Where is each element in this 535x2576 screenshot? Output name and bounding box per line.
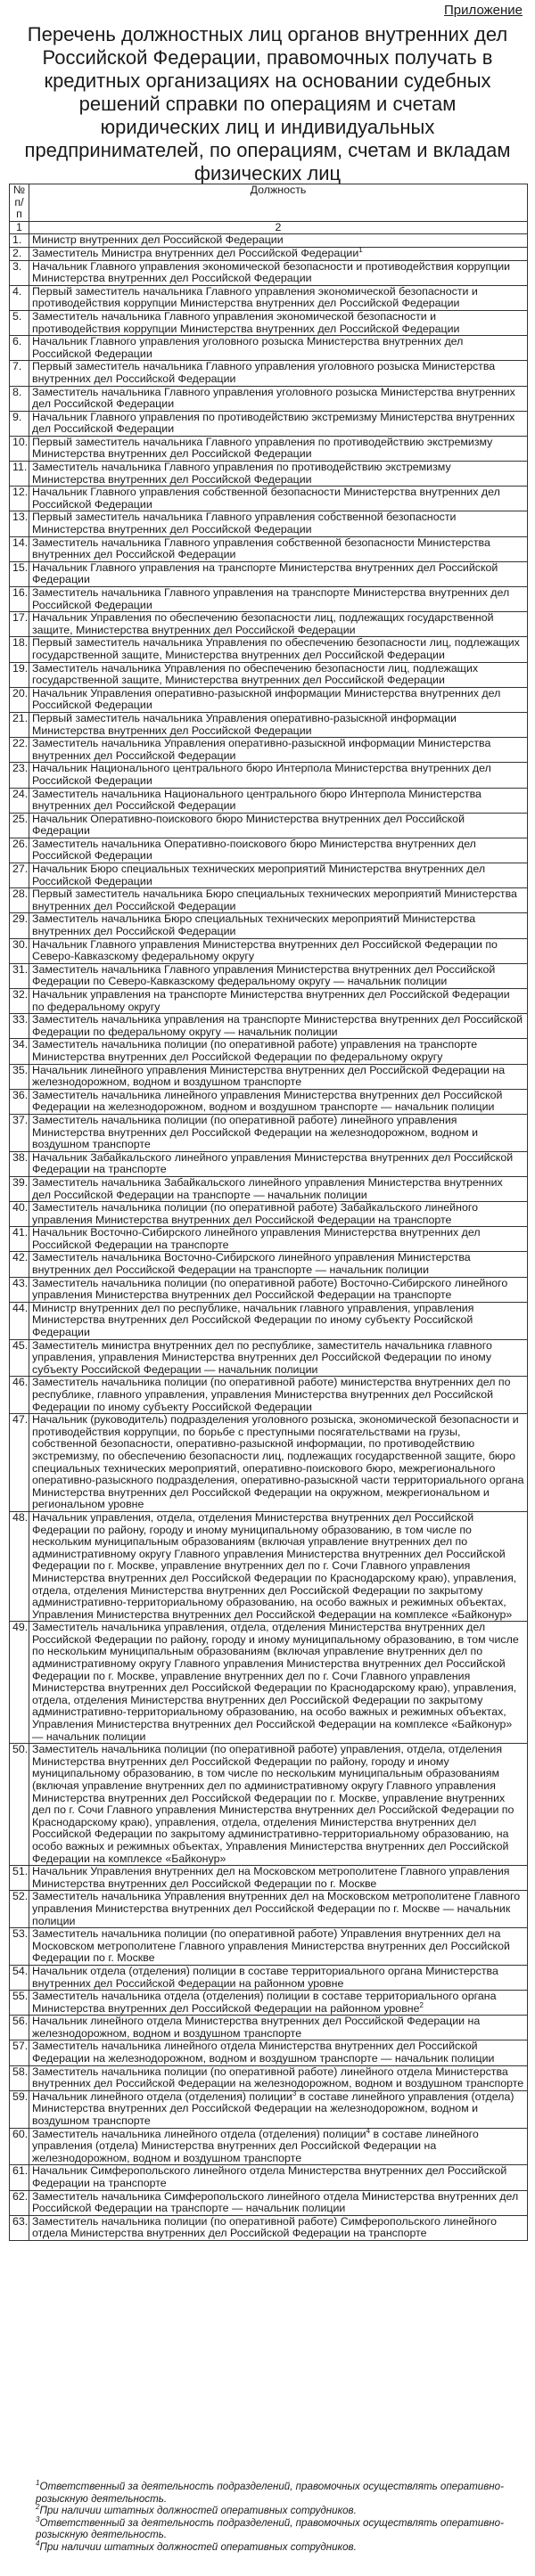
table-row [10,813,528,838]
row-position [29,462,528,487]
position-text: Заместитель начальника линейного отдела (отделения) полиции [32,2127,366,2140]
row-position [29,1991,528,2016]
position-text: Начальник линейного управления Министерства внутренних дел Российской Федерации на железнодорожном, водном и воздушном транспорте [32,1063,506,1089]
position-text: Заместитель начальника Главного управления экономической безопасности и противодействия коррупции Министерства внутренних дел Российской Федерации [32,309,460,335]
table-row [10,712,528,737]
document-title: Перечень должностных лиц органов внутренних дел Российской Федерации, правомочных получать в кредитных организациях на основании судебных решений справки по операциям и счетам юридических лиц и индивидуальных предпринимателей, по операциям, счетам и вкладам физических лиц [24,23,511,184]
row-position [29,386,528,411]
position-text: Министр внутренних дел Российской Федерации [32,233,284,247]
row-position [29,285,528,310]
table-row [10,1277,528,1302]
position-text: Заместитель начальника полиции (по оперативной работе) линейного управления Министерства внутренних дел Российской Федерации на железнодорожном, водном и воздушном транспорте [32,1113,479,1151]
table-body [10,234,528,2241]
footnote-mark: 1 [36,2479,40,2488]
position-text: Заместитель начальника Бюро специальных технических мероприятий Министерства внутренних дел Российской Федерации [32,912,476,938]
row-position [29,310,528,335]
row-position [29,1151,528,1176]
row-number: 40. [10,1202,29,1227]
position-text: Начальник Главного управления уголовного розыска Министерства внутренних дел Российской Федерации [32,335,464,360]
footnote [36,2481,508,2505]
footnote [36,2505,508,2517]
row-number: 33. [10,1014,29,1039]
row-number: 25. [10,813,29,838]
position-text: Министр внутренних дел по республике, начальник главного управления, управления Министерства внутренних дел Российской Федерации по иному субъекту Российской Федерации [32,1301,474,1339]
column-index-1: 1 [10,221,29,234]
row-position [29,436,528,461]
table-row [10,1227,528,1252]
position-text: Заместитель начальника Главного управления собственной безопасности Министерства внутренних дел Российской Федерации [32,536,490,561]
table-row [10,963,528,988]
row-position [29,989,528,1014]
row-position [29,1202,528,1227]
row-number: 36. [10,1089,29,1114]
row-position [29,1891,528,1928]
table-row [10,536,528,561]
table-row [10,1089,528,1114]
position-text: Заместитель начальника полиции (по оперативной работе) Восточно-Сибирского линейного управления Министерства внутренних дел Российской Федерации на транспорте [32,1276,508,1302]
row-position [29,1377,528,1414]
header-number: № п/п [10,184,29,222]
table-row [10,637,528,662]
table-row [10,561,528,586]
row-number: 21. [10,712,29,737]
footnote-mark: 2 [36,2503,40,2512]
table-row [10,462,528,487]
row-position [29,788,528,813]
row-number: 53. [10,1928,29,1966]
row-position [29,1252,528,1277]
row-position [29,1227,528,1252]
position-text: Заместитель начальника Главного управления Министерства внутренних дел Российской Федерации по Северо-Кавказскому федеральному округу — начальник полиции [32,962,496,988]
row-number: 2. [10,247,29,260]
table-row [10,1014,528,1039]
row-position [29,813,528,838]
table-row [10,1414,528,1512]
row-position [29,888,528,913]
row-position [29,536,528,561]
row-number: 26. [10,838,29,863]
row-position [29,687,528,712]
row-number: 44. [10,1302,29,1339]
table-row [10,2165,528,2190]
table-row [10,989,528,1014]
row-position [29,1928,528,1966]
table-row [10,1114,528,1151]
table-row [10,1151,528,1176]
footnote-text: Ответственный за деятельность подразделений, правомочных осуществлять оперативно-розыскную деятельность. [36,2481,504,2505]
footnote-marker: 3 [292,2089,297,2098]
table-row [10,247,528,260]
row-number: 24. [10,788,29,813]
table-row [10,913,528,938]
table-row [10,1339,528,1377]
table-row [10,1377,528,1414]
row-position [29,1064,528,1089]
table-row [10,1511,528,1621]
position-text-continued: в составе линейного управления (отдела) Министерства внутренних дел Российской Федерации на железнодорожном, водном и воздушном транспорте [32,2127,479,2164]
row-position [29,2040,528,2065]
table-row [10,1176,528,1201]
footnotes [36,2481,508,2554]
position-text: Первый заместитель начальника Бюро специальных технических мероприятий Министерства внутренних дел Российской Федерации [32,887,517,912]
position-text: Заместитель начальника Управления оперативно-разыскной информации Министерства внутренних дел Российской Федерации [32,737,491,762]
row-number: 1. [10,234,29,248]
appendix-label: Приложение [444,3,523,18]
row-number: 19. [10,662,29,687]
position-text: Первый заместитель начальника Главного управления уголовного розыска Министерства внутренних дел Российской Федерации [32,360,496,385]
position-text: Начальник Главного управления по противодействию экстремизму Министерства внутренних дел Российской Федерации [32,410,515,436]
row-position [29,260,528,285]
position-text: Первый заместитель начальника Главного управления собственной безопасности Министерства внутренних дел Российской Федерации [32,511,457,536]
row-number: 43. [10,1277,29,1302]
position-text: Первый заместитель начальника Управления оперативно-разыскной информации Министерства внутренних дел Российской Федерации [32,711,457,737]
table-row [10,2016,528,2040]
row-number: 30. [10,938,29,963]
row-number: 49. [10,1622,29,1744]
row-position [29,763,528,788]
table-row [10,1039,528,1064]
table-row [10,386,528,411]
footnote-marker: 2 [419,2000,424,2009]
position-text-continued: в составе линейного управления (отдела) Министерства внутренних дел Российской Федерации на железнодорожном, водном и воздушном транспорте [32,2089,514,2128]
row-position [29,612,528,637]
table-row [10,2190,528,2215]
row-number: 47. [10,1414,29,1512]
row-number: 29. [10,913,29,938]
row-number: 54. [10,1965,29,1990]
row-number: 17. [10,612,29,637]
row-number: 50. [10,1744,29,1866]
position-text: Заместитель начальника Главного управления уголовного розыска Министерства внутренних дел Российской Федерации [32,385,515,411]
position-text: Первый заместитель начальника Главного управления по противодействию экстремизму Министерства внутренних дел Российской Федерации [32,435,493,461]
table-row [10,2065,528,2090]
table-row [10,838,528,863]
row-position [29,411,528,436]
table-row [10,1928,528,1966]
position-text: Начальник управления, отдела, отделения Министерства внутренних дел Российской Федерации по району, городу и иному муниципальному образованию, в том числе по нескольким муниципальным образованиям (включая управление внутренних дел по административному округу Главного управления Министерства внутренних дел Российской Федерации по г. Москве, управление внутренних дел по г. Сочи Главного управления Министерства внутренних дел Российской Федерации по Краснодарскому краю), управления, отдела, отделения Министерства внутренних дел Российской Федерации по закрытому административно-территориальному образованию, на особо важных и режимных объектах, Управления Министерства внутренних дел Российской Федерации на комплексе «Байконур» [32,1510,517,1621]
row-number: 14. [10,536,29,561]
row-number: 27. [10,863,29,888]
row-position [29,336,528,361]
row-position [29,1176,528,1201]
row-number: 6. [10,336,29,361]
positions-table [9,184,528,2241]
row-number: 57. [10,2040,29,2065]
position-text: Заместитель начальника линейного отдела Министерства внутренних дел Российской Федерации на железнодорожном, водном и воздушном транспорте — начальник полиции [32,2040,495,2065]
position-text: Заместитель начальника Симферопольского линейного отдела Министерства внутренних дел Российской Федерации на транспорте — начальник полиции [32,2189,519,2215]
table-row [10,487,528,511]
position-text: Заместитель начальника Управления внутренних дел на Московском метрополитене Главного управления Министерства внутренних дел Российской Федерации по г. Москве — начальник полиции [32,1890,521,1927]
row-position [29,2128,528,2165]
position-text: Начальник Забайкальского линейного управления Министерства внутренних дел Российской Федерации на транспорте [32,1150,514,1176]
row-position [29,587,528,612]
position-text: Заместитель начальника полиции (по оперативной работе) управления, отдела, отделения Министерства внутренних дел Российской Федерации по району, городу и иному муниципальному образованию, в том числе по нескольким муниципальным образованиям (включая управление внутренних дел по административному округу Главного управления Министерства внутренних дел Российской Федерации по г. Москве, управление внутренних дел по г. Сочи Главного управления Министерства внутренних дел Российской Федерации по Краснодарскому краю), управления, отдела, отделения Министерства внутренних дел Российской Федерации по закрытому административно-территориальному образованию, на особо важных и режимных объектах, Управления Министерства внутренних дел Российской Федерации на комплексе «Байконур» [32,1743,514,1865]
row-number: 62. [10,2190,29,2215]
footnote-text: При наличии штатных должностей оперативных сотрудников. [39,2505,357,2517]
table-row [10,587,528,612]
row-number: 39. [10,1176,29,1201]
position-text: Заместитель начальника полиции (по оперативной работе) министерства внутренних дел по республике, главного управления, управления Министерства внутренних дел Российской Федерации по иному субъекту Российской Федерации [32,1376,511,1413]
row-number: 42. [10,1252,29,1277]
row-position [29,2016,528,2040]
table-row [10,2215,528,2240]
table-row [10,234,528,248]
row-number: 41. [10,1227,29,1252]
position-text: Начальник (руководитель) подразделения уголовного розыска, экономической безопасности и противодействия коррупции, по борьбе с преступными посягательствами на грузы, собственной безопасности, оперативно-разыскной информации, по противодействию экстремизму, по обеспечению безопасности лиц, подлежащих государственной защите, бюро специальных технических мероприятий, оперативно-поискового бюро, межрегионального оперативно-разыскного подразделения, оперативно-разыскной части территориального органа Министерства внутренних дел Российской Федерации на окружном, межрегиональном и региональном уровне [32,1413,524,1511]
position-text: Начальник Оперативно-поискового бюро Министерства внутренних дел Российской Федерации [32,812,465,838]
table-row [10,1891,528,1928]
footnote-mark: 4 [36,2539,40,2548]
row-number: 16. [10,587,29,612]
table-row [10,738,528,763]
position-text: Заместитель начальника полиции (по оперативной работе) управления на транспорте Министерства внутренних дел Российской Федерации по федеральному округу [32,1038,478,1063]
row-position [29,1014,528,1039]
table-row [10,411,528,436]
row-position [29,2215,528,2240]
position-text: Начальник линейного отдела (отделения) полиции [32,2089,292,2103]
row-position [29,1622,528,1744]
row-position [29,1339,528,1377]
table-row [10,662,528,687]
row-number: 20. [10,687,29,712]
row-position [29,1414,528,1512]
row-number: 51. [10,1866,29,1891]
table-row [10,687,528,712]
row-number: 55. [10,1991,29,2016]
column-index-2: 2 [29,221,528,234]
row-number: 37. [10,1114,29,1151]
row-position [29,1302,528,1339]
position-text: Начальник линейного отдела Министерства внутренних дел Российской Федерации на железнодорожном, водном и воздушном транспорте [32,2015,481,2040]
footnote-marker: 4 [366,2126,371,2135]
table-row [10,310,528,335]
row-number: 18. [10,637,29,662]
row-number: 7. [10,361,29,386]
position-text: Заместитель начальника Забайкальского линейного управления Министерства внутренних дел Российской Федерации на транспорте — начальник полиции [32,1175,503,1201]
row-number: 8. [10,386,29,411]
position-text: Заместитель начальника полиции (по оперативной работе) линейного отдела Министерства внутренних дел Российской Федерации на железнодорожном, водном и воздушном транспорте [32,2065,524,2090]
table-row [10,336,528,361]
row-position [29,712,528,737]
row-position [29,234,528,248]
row-position [29,2090,528,2128]
row-number: 28. [10,888,29,913]
table-row [10,260,528,285]
table-row [10,763,528,788]
position-text: Начальник Симферопольского линейного отдела Министерства внутренних дел Российской Федерации на транспорте [32,2164,507,2189]
table-row [10,436,528,461]
row-position [29,1866,528,1891]
row-number: 5. [10,310,29,335]
position-text: Начальник отдела (отделения) полиции в составе территориального органа Министерства внутренних дел Российской Федерации на районном уровне [32,1964,498,1990]
position-text: Заместитель начальника Оперативно-поискового бюро Министерства внутренних дел Российской Федерации [32,837,476,863]
footnote-marker: 1 [358,245,363,254]
row-number: 48. [10,1511,29,1621]
row-position [29,561,528,586]
position-text: Заместитель начальника управления, отдела, отделения Министерства внутренних дел Российской Федерации по району, городу и иному муниципальному образованию, в том числе по нескольким муниципальным образованиям (включая управление внутренних дел по административному округу Главного управления Министерства внутренних дел Российской Федерации по г. Москве, управление внутренних дел по г. Сочи Главного управления Министерства внутренних дел Российской Федерации по Краснодарскому краю), управления, отдела, отделения Министерства внутренних дел Российской Федерации по закрытому административно-территориальному образованию, на особо важных и режимных объектах, Управления Министерства внутренних дел Российской Федерации на комплексе «Байконур» — начальник полиции [32,1621,519,1743]
position-text: Первый заместитель начальника Главного управления экономической безопасности и противодействия коррупции Министерства внутренних дел Российской Федерации [32,284,478,310]
position-text: Начальник Бюро специальных технических мероприятий Министерства внутренних дел Российской Федерации [32,863,486,887]
row-number: 60. [10,2128,29,2165]
footnote-text: При наличии штатных должностей оперативных сотрудников. [39,2540,357,2553]
table-header-row [10,184,528,222]
table-row [10,285,528,310]
column-index-row [10,221,528,234]
row-number: 45. [10,1339,29,1377]
row-number: 13. [10,511,29,536]
row-number: 34. [10,1039,29,1064]
table-row [10,2040,528,2065]
row-position [29,361,528,386]
row-position [29,1511,528,1621]
footnote-mark: 3 [36,2515,40,2523]
row-position [29,1277,528,1302]
position-text: Начальник Национального центрального бюро Интерпола Министерства внутренних дел Российской Федерации [32,762,491,787]
position-text: Заместитель начальника линейного управления Министерства внутренних дел Российской Федерации на железнодорожном, водном и воздушном транспорте — начальник полиции [32,1088,503,1114]
footnote [36,2541,508,2554]
row-position [29,487,528,511]
row-number: 12. [10,487,29,511]
row-number: 4. [10,285,29,310]
position-text: Заместитель начальника Главного управления на транспорте Министерства внутренних дел Российской Федерации [32,586,510,611]
row-position [29,2065,528,2090]
row-number: 22. [10,738,29,763]
row-number: 63. [10,2215,29,2240]
row-position [29,863,528,888]
position-text: Начальник Восточно-Сибирского линейного управления Министерства внутренних дел Российской Федерации на транспорте [32,1226,481,1251]
header-position: Должность [29,184,528,222]
table-row [10,1866,528,1891]
row-position [29,247,528,260]
position-text: Заместитель начальника управления на транспорте Министерства внутренних дел Российской Федерации по федеральному округу — начальник полиции [32,1013,523,1038]
position-text: Начальник Главного управления Министерства внутренних дел Российской Федерации по Северо-Кавказскому федеральному округу [32,937,498,963]
position-text: Заместитель начальника Управления по обеспечению безопасности лиц, подлежащих государственной защите, Министерства внутренних дел Российской Федерации [32,661,479,687]
table-row [10,1991,528,2016]
position-text: Начальник Главного управления на транспорте Министерства внутренних дел Российской Федерации [32,560,498,586]
row-position [29,1965,528,1990]
row-position [29,662,528,687]
position-text: Заместитель Министра внутренних дел Российской Федерации [32,246,359,259]
row-position [29,963,528,988]
table-row [10,1622,528,1744]
row-position [29,738,528,763]
table-row [10,511,528,536]
position-text: Заместитель начальника полиции (по оперативной работе) Симферопольского линейного отдела Министерства внутренних дел Российской Федерации на транспорте [32,2214,497,2240]
row-position [29,511,528,536]
table-row [10,361,528,386]
row-position [29,1039,528,1064]
table-row [10,938,528,963]
position-text: Заместитель начальника полиции (по оперативной работе) Управления внутренних дел на Московском метрополитене Главного управления Министерства внутренних дел Российской Федерации по г. Москве [32,1927,510,1965]
row-number: 3. [10,260,29,285]
position-text: Первый заместитель начальника Управления по обеспечению безопасности лиц, подлежащих государственной защите, Министерства внутренних дел Российской Федерации [32,636,520,661]
position-text: Начальник Управления оперативно-разыскной информации Министерства внутренних дел Российской Федерации [32,686,501,712]
position-text: Начальник управления на транспорте Министерства внутренних дел Российской Федерации по федеральному округу [32,988,510,1013]
table-row [10,612,528,637]
footnote-text: Ответственный за деятельность подразделений, правомочных осуществлять оперативно-розыскную деятельность. [36,2516,504,2541]
row-position [29,913,528,938]
position-text: Начальник Управления по обеспечению безопасности лиц, подлежащих государственной защите, Министерства внутренних дел Российской Федерации [32,611,494,636]
row-position [29,637,528,662]
row-number: 31. [10,963,29,988]
table-row [10,1965,528,1990]
position-text: Заместитель министра внутренних дел по республике, заместитель начальника главного управления, управления Министерства внутренних дел Российской Федерации по иному субъекту Российской Федерации — начальник полиции [32,1338,492,1376]
table-row [10,788,528,813]
position-text: Начальник Главного управления экономической безопасности и противодействия коррупции Министерства внутренних дел Российской Федерации [32,259,511,285]
table-row [10,863,528,888]
row-number: 11. [10,462,29,487]
row-number: 61. [10,2165,29,2190]
position-text: Заместитель начальника Главного управления по противодействию экстремизму Министерства внутренних дел Российской Федерации [32,461,451,486]
table-row [10,2090,528,2128]
table-row [10,1302,528,1339]
row-position [29,1114,528,1151]
row-number: 15. [10,561,29,586]
row-position [29,1089,528,1114]
table-row [10,2128,528,2165]
row-number: 46. [10,1377,29,1414]
row-position [29,938,528,963]
footnote [36,2517,508,2541]
position-text: Заместитель начальника Восточно-Сибирского линейного управления Министерства внутренних дел Российской Федерации на транспорте — начальник полиции [32,1251,471,1277]
row-number: 58. [10,2065,29,2090]
row-position [29,1744,528,1866]
table-row [10,1064,528,1089]
position-text: Начальник Главного управления собственной безопасности Министерства внутренних дел Российской Федерации [32,486,500,511]
row-number: 59. [10,2090,29,2128]
position-text: Заместитель начальника полиции (по оперативной работе) Забайкальского линейного управления Министерства внутренних дел Российской Федерации на транспорте [32,1201,478,1226]
row-number: 38. [10,1151,29,1176]
row-number: 52. [10,1891,29,1928]
table-row [10,1744,528,1866]
row-number: 35. [10,1064,29,1089]
row-position [29,2190,528,2215]
row-number: 23. [10,763,29,788]
position-text: Заместитель начальника отдела (отделения) полиции в составе территориального органа Министерства внутренних дел Российской Федерации на районном уровне [32,1990,497,2015]
table-row [10,1202,528,1227]
position-text: Заместитель начальника Национального центрального бюро Интерпола Министерства внутренних дел Российской Федерации [32,787,482,813]
row-number: 32. [10,989,29,1014]
table-row [10,888,528,913]
row-position [29,2165,528,2190]
position-text: Начальник Управления внутренних дел на Московском метрополитене Главного управления Министерства внутренних дел Российской Федерации по г. Москве [32,1865,510,1890]
row-position [29,838,528,863]
row-number: 9. [10,411,29,436]
row-number: 56. [10,2016,29,2040]
table-row [10,1252,528,1277]
row-number: 10. [10,436,29,461]
